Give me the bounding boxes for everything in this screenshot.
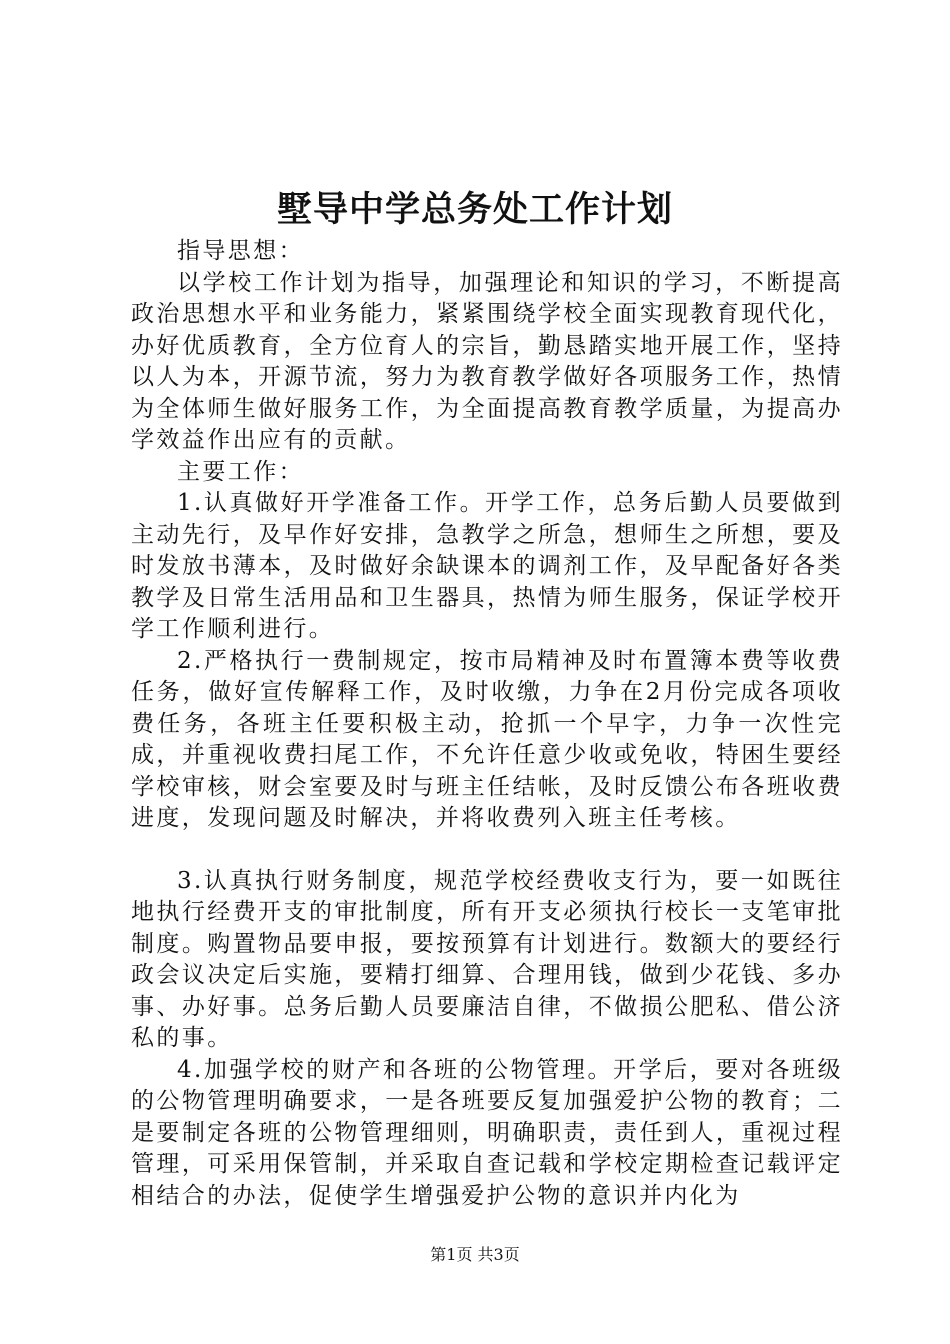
page-number-footer: 第1页 共3页 — [430, 1245, 520, 1264]
paragraph-guiding-thought: 以学校工作计划为指导，加强理论和知识的学习，不断提高政治思想水平和业务能力，紧紧围绕学校全面实现教育现代化，办好优质教育，全方位育人的宗旨，勤恳踏实地开展工作，坚持以人为本，开源节流，努力为教育教学做好各项服务工作，热情为全体师生做好服务工作，为全面提高教育教学质量，为提高办学效益作出应有的贡献。 — [131, 269, 843, 453]
paragraph-item-1: 1.认真做好开学准备工作。开学工作，总务后勤人员要做到主动先行，及早作好安排，急教学之所急，想师生之所想，要及时发放书薄本，及时做好余缺课本的调剂工作，及早配备好各类教学及日常生活用品和卫生器具，热情为师生服务，保证学校开学工作顺利进行。 — [131, 490, 843, 642]
paragraph-item-4: 4.加强学校的财产和各班的公物管理。开学后，要对各班级的公物管理明确要求，一是各班要反复加强爱护公物的教育；二是要制定各班的公物管理细则，明确职责，责任到人，重视过程管理，可采用保管制，并采取自查记载和学校定期检查记载评定相结合的办法，促使学生增强爱护公物的意识并内化为 — [131, 1056, 843, 1209]
document-title: 墅导中学总务处工作计划 — [276, 190, 673, 230]
paragraph-item-2: 2.严格执行一费制规定，按市局精神及时布置簿本费等收费任务，做好宣传解释工作，及时收缴，力争在2月份完成各项收费任务，各班主任要积极主动，抢抓一个早字，力争一次性完成，并重视收费扫尾工作，不允许任意少收或免收，特困生要经学校审核，财会室要及时与班主任结帐，及时反馈公布各班收费进度，发现问题及时解决，并将收费列入班主任考核。 — [131, 647, 843, 831]
document-body — [131, 236, 843, 1212]
section-heading-main-work: 主要工作： — [177, 458, 304, 485]
paragraph-item-3: 3.认真执行财务制度，规范学校经费收支行为，要一如既往地执行经费开支的审批制度，所有开支必须执行校长一支笔审批制度。购置物品要申报，要按预算有计划进行。数额大的要经行政会议决定后实施，要精打细算、合理用钱，做到少花钱、多办事、办好事。总务后勤人员要廉洁自律，不做损公肥私、借公济私的事。 — [131, 867, 843, 1051]
section-heading-guiding-thought: 指导思想： — [177, 238, 304, 264]
